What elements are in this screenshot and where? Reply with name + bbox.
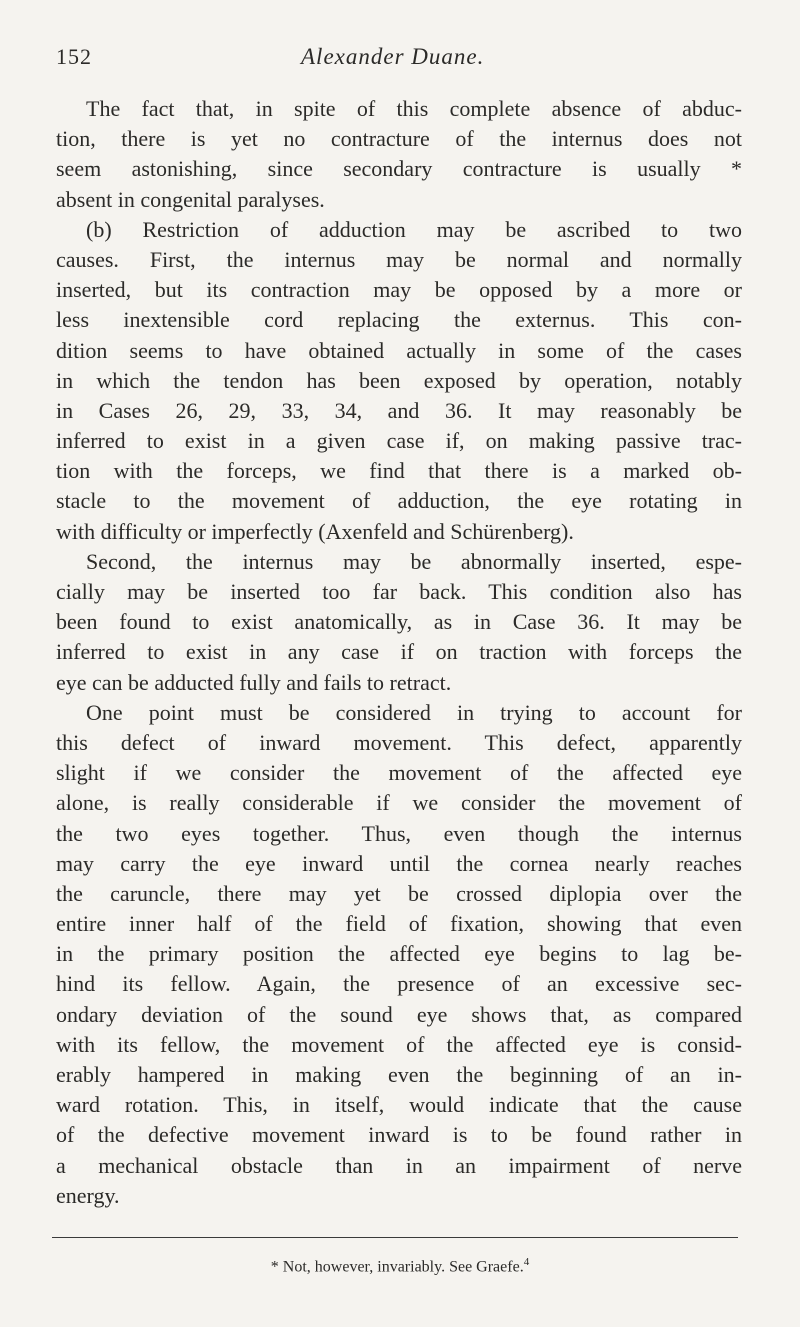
text-line: eye can be adducted fully and fails to retract.	[56, 669, 452, 695]
page-number: 152	[56, 44, 92, 69]
text-line: ondary deviation of the sound eye shows that, as compared	[56, 1001, 742, 1027]
footnote-ref: 4	[523, 1256, 530, 1268]
text-line: Second, the internus may be abnormally inserted, espe-	[86, 548, 742, 574]
text-line: the caruncle, there may yet be crossed diplopia over the	[56, 880, 742, 906]
text-line: absent in congenital paralyses.	[56, 186, 325, 212]
text-line: (b) Restriction of adduction may be ascribed to two	[86, 216, 742, 242]
text-line: hind its fellow. Again, the presence of an excessive sec-	[56, 971, 742, 997]
text-line: may carry the eye inward until the cornea nearly reaches	[56, 850, 742, 876]
text-line: in the primary position the affected eye begins to lag be-	[56, 941, 742, 967]
text-line: the two eyes together. Thus, even though the internus	[56, 820, 742, 846]
text-line: inferred to exist in any case if on traction with forceps the	[56, 639, 742, 665]
running-head	[56, 44, 746, 78]
footnote-text: * Not, however, invariably. See Graefe.	[270, 1258, 524, 1276]
text-line: dition seems to have obtained actually in some of the cases	[56, 337, 742, 363]
text-line: alone, is really considerable if we consider the movement of	[56, 790, 742, 816]
text-line: erably hampered in making even the beginning of an in-	[56, 1062, 742, 1087]
text-line: in which the tendon has been exposed by operation, notably	[56, 367, 742, 393]
footnote-rule	[52, 1237, 738, 1238]
text-line: cially may be inserted too far back. This condition also has	[56, 579, 742, 604]
text-line: The fact that, in spite of this complete absence of abduc-	[86, 96, 742, 121]
running-title: Alexander Duane.	[301, 44, 485, 69]
footnote	[0, 1256, 800, 1276]
text-line: energy.	[56, 1182, 120, 1208]
text-line: seem astonishing, since secondary contracture is usually *	[56, 156, 742, 182]
body-text	[56, 94, 742, 1211]
text-line: causes. First, the internus may be normal and normally	[56, 246, 742, 272]
text-line: been found to exist anatomically, as in Case 36. It may be	[56, 609, 742, 635]
text-line: slight if we consider the movement of the affected eye	[56, 760, 742, 786]
text-line: in Cases 26, 29, 33, 34, and 36. It may reasonably be	[56, 397, 742, 423]
text-line: entire inner half of the field of fixation, showing that even	[56, 911, 742, 937]
text-line: stacle to the movement of adduction, the eye rotating in	[56, 488, 742, 514]
text-line: ward rotation. This, in itself, would indicate that the cause	[56, 1092, 742, 1118]
text-line: less inextensible cord replacing the externus. This con-	[56, 307, 742, 333]
text-line: a mechanical obstacle than in an impairment of nerve	[56, 1152, 742, 1178]
text-line: inserted, but its contraction may be opposed by a more or	[56, 277, 742, 303]
text-line: of the defective movement inward is to be found rather in	[56, 1122, 742, 1148]
text-line: One point must be considered in trying to account for	[86, 699, 742, 725]
text-line: tion with the forceps, we find that there is a marked ob-	[56, 458, 742, 484]
text-line: with its fellow, the movement of the affected eye is consid-	[56, 1031, 742, 1057]
text-line: inferred to exist in a given case if, on making passive trac-	[56, 428, 742, 454]
text-line: tion, there is yet no contracture of the internus does not	[56, 126, 742, 152]
text-line: with difficulty or imperfectly (Axenfeld and Schürenberg).	[56, 518, 574, 544]
text-line: this defect of inward movement. This defect, apparently	[56, 729, 742, 755]
